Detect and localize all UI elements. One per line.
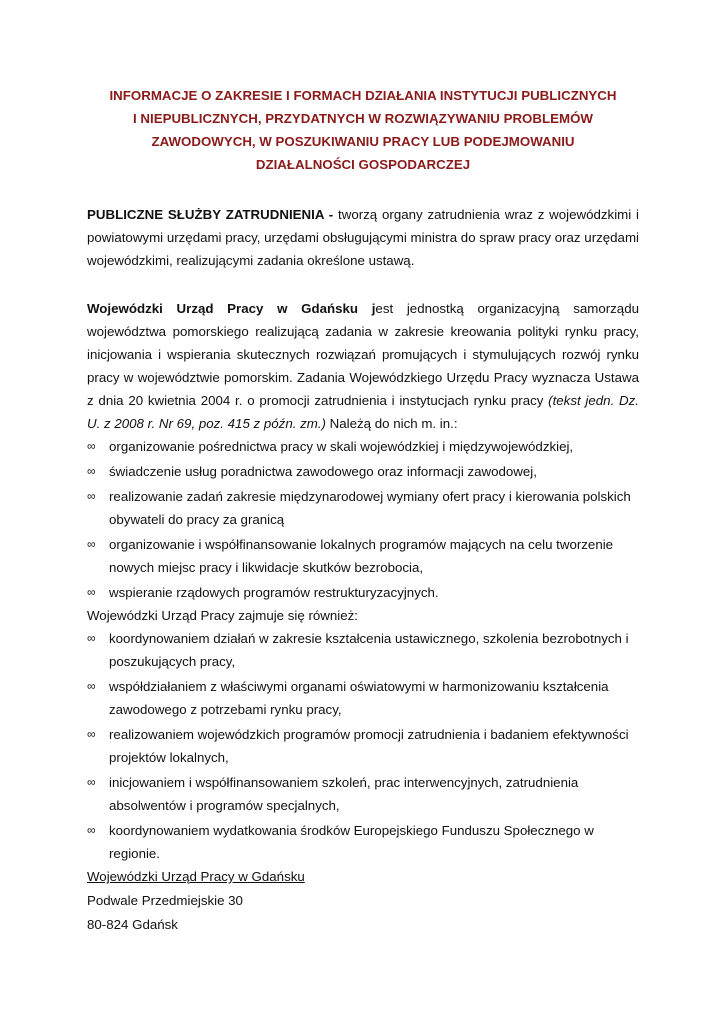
infinity-icon: ∞ bbox=[87, 631, 96, 645]
document-title bbox=[87, 84, 639, 176]
list-item bbox=[87, 460, 639, 483]
also-heading: Wojewódzki Urząd Pracy zajmuje się również: bbox=[87, 608, 358, 623]
list-item-text: inicjowaniem i współfinansowaniem szkoleń, prac interwencyjnych, zatrudnienia absolwentów i programów specjalnych, bbox=[109, 775, 579, 813]
list-item-text: organizowanie i współfinansowanie lokalnych programów mających na celu tworzenie nowych miejsc pracy i likwidacje skutków bezrobocia, bbox=[109, 537, 614, 575]
infinity-icon: ∞ bbox=[87, 464, 96, 478]
list-item-text: współdziałaniem z właściwymi organami oświatowymi w harmonizowaniu kształcenia zawodowego z potrzebami rynku pracy, bbox=[109, 679, 609, 717]
infinity-icon: ∞ bbox=[87, 775, 96, 789]
list-item-text: koordynowaniem działań w zakresie kształcenia ustawicznego, szkolenia bezrobotnych i poszukujących pracy, bbox=[109, 631, 629, 669]
list-item-text: koordynowaniem wydatkowania środków Europejskiego Funduszu Społecznego w regionie. bbox=[109, 823, 594, 861]
street-address: Podwale Przedmiejskie 30 bbox=[87, 893, 243, 908]
list-item bbox=[87, 627, 639, 673]
infinity-icon: ∞ bbox=[87, 439, 96, 453]
list-item bbox=[87, 581, 639, 604]
list-item bbox=[87, 485, 639, 531]
title-line: I NIEPUBLICZNYCH, PRZYDATNYCH W ROZWIĄZYWANIU PROBLEMÓW bbox=[133, 111, 593, 126]
list-item bbox=[87, 435, 639, 458]
list-item-text: wspieranie rządowych programów restrukturyzacyjnych. bbox=[109, 585, 439, 600]
list-item bbox=[87, 771, 639, 817]
wup-heading: Wojewódzki Urząd Pracy w Gdańsku j bbox=[87, 301, 376, 316]
list-item-text: organizowanie pośrednictwa pracy w skali wojewódzkiej i międzywojewódzkiej, bbox=[109, 439, 574, 454]
wup-paragraph bbox=[87, 297, 639, 435]
title-line: INFORMACJE O ZAKRESIE I FORMACH DZIAŁANIA INSTYTUCJI PUBLICZNYCH bbox=[109, 88, 617, 103]
public-services-text: tworzą organy zatrudnienia wraz z wojewódzkimi i powiatowymi urzędami pracy, urzędami obsługującymi ministra do spraw pracy oraz urzędami wojewódzkimi, realizującymi zadania określone ustawą. bbox=[87, 207, 639, 268]
postal-city: 80-824 Gdańsk bbox=[87, 917, 178, 932]
list-item bbox=[87, 723, 639, 769]
additional-tasks-list bbox=[87, 627, 639, 865]
list-item bbox=[87, 675, 639, 721]
office-name-link[interactable]: Wojewódzki Urząd Pracy w Gdańsku bbox=[87, 869, 305, 884]
list-item-text: realizowaniem wojewódzkich programów promocji zatrudnienia i badaniem efektywności projektów lokalnych, bbox=[109, 727, 629, 765]
list-item bbox=[87, 533, 639, 579]
infinity-icon: ∞ bbox=[87, 679, 96, 693]
infinity-icon: ∞ bbox=[87, 585, 96, 599]
document-page bbox=[87, 84, 639, 936]
title-line: DZIAŁALNOŚCI GOSPODARCZEJ bbox=[255, 157, 471, 172]
list-item-text: realizowanie zadań zakresie międzynarodowej wymiany ofert pracy i kierowania polskich obywateli do pracy za granicą bbox=[109, 489, 631, 527]
list-item bbox=[87, 819, 639, 865]
public-services-paragraph bbox=[87, 203, 639, 272]
infinity-icon: ∞ bbox=[87, 489, 96, 503]
infinity-icon: ∞ bbox=[87, 537, 96, 551]
tasks-list bbox=[87, 435, 639, 604]
infinity-icon: ∞ bbox=[87, 727, 96, 741]
public-services-heading: PUBLICZNE SŁUŻBY ZATRUDNIENIA bbox=[87, 207, 324, 222]
wup-tail: Należą do nich m. in.: bbox=[325, 416, 458, 431]
infinity-icon: ∞ bbox=[87, 823, 96, 837]
heading-dash: - bbox=[323, 207, 339, 222]
title-line: ZAWODOWYCH, W POSZUKIWANIU PRACY LUB PODEJMOWANIU bbox=[151, 134, 575, 149]
wup-text: est jednostką organizacyjną samorządu województwa pomorskiego realizującą zadania w zakresie kreowania polityki rynku pracy, inicjowania i wspierania skutecznych rozwiązań promujących i stymulujących rozwój rynku pracy w województwie pomorskim. Zadania Wojewódzkiego Urzędu Pracy wyznacza Ustawa z dnia 20 kwietnia 2004 r. o promocji zatrudnienia i instytucjach rynku pracy bbox=[87, 301, 639, 408]
legal-citation: (tekst jedn. Dz. U. z 2008 r. Nr 69, poz. 415 z późn. zm.) bbox=[87, 393, 639, 431]
list-item-text: świadczenie usług poradnictwa zawodowego oraz informacji zawodowej, bbox=[109, 464, 537, 479]
